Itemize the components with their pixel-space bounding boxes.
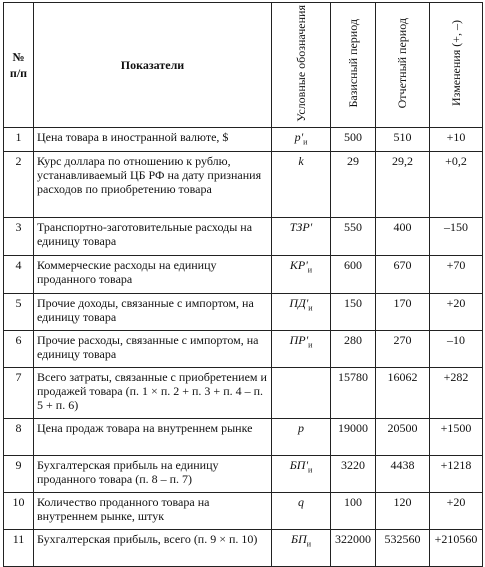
row-report: 400 [376,218,430,256]
row-report: 29,2 [376,152,430,218]
row-report: 670 [376,256,430,294]
row-label: Цена продаж товара на внутреннем рынке [34,419,272,456]
row-base: 600 [331,256,376,294]
row-change: –10 [430,331,483,368]
header-report-text: Отчетный период [395,18,409,109]
row-symbol [272,152,331,218]
table-row [4,152,483,218]
row-change: +20 [430,294,483,331]
symbol-text: ПР' [289,333,309,348]
row-change: +1500 [430,419,483,456]
table-row [4,456,483,493]
symbol-text: k [298,154,304,169]
row-change: +1218 [430,456,483,493]
row-number: 8 [4,419,34,456]
row-change: +282 [430,368,483,419]
row-symbol [272,493,331,530]
row-report: 532560 [376,530,430,567]
row-label: Цена товара в иностранной валюте, $ [34,127,272,151]
header-row [4,3,483,128]
row-base: 19000 [331,419,376,456]
row-number: 3 [4,218,34,256]
table-row [4,294,483,331]
symbol-text: p [298,421,304,436]
row-change: +10 [430,127,483,151]
row-symbol [272,530,331,567]
header-number [4,3,34,128]
header-indicators: Показатели [34,3,272,128]
row-number: 5 [4,294,34,331]
row-label: Курс доллара по отношению к рублю, устанавливаемый ЦБ РФ на дату признания расходов по приобретению товара [34,152,272,218]
row-report: 510 [376,127,430,151]
row-base: 280 [331,331,376,368]
table-row [4,493,483,530]
symbol-text: q [298,495,304,510]
header-base-text: Базисный период [345,19,360,108]
symbol-sub: и [308,465,313,475]
symbol-text: ПД' [289,296,309,311]
row-report: 170 [376,294,430,331]
row-number: 11 [4,530,34,567]
row-symbol [272,294,331,331]
row-number: 1 [4,127,34,151]
row-change: +70 [430,256,483,294]
row-label: Прочие расходы, связанные с импортом, на единицу товара [34,331,272,368]
row-base: 15780 [331,368,376,419]
symbol-sub: и [303,137,308,147]
header-number-line1: № [12,49,25,64]
header-report-period [376,3,430,128]
symbol-text: p' [294,129,304,144]
row-label: Коммерческие расходы на единицу проданного товара [34,256,272,294]
symbol-text: КР' [289,258,308,273]
row-symbol [272,456,331,493]
row-base: 150 [331,294,376,331]
row-number: 10 [4,493,34,530]
row-base: 500 [331,127,376,151]
row-label: Бухгалтерская прибыль, всего (п. 9 × п. 10) [34,530,272,567]
row-report: 120 [376,493,430,530]
table-row [4,256,483,294]
row-change: +210560 [430,530,483,567]
row-symbol [272,256,331,294]
table-row [4,419,483,456]
header-change-text: Изменения (+, –) [448,20,463,107]
row-report: 20500 [376,419,430,456]
symbol-text: ТЗР' [289,220,313,235]
header-number-line2: п/п [9,65,28,80]
row-label: Транспортно-заготовительные расходы на единицу товара [34,218,272,256]
row-symbol [272,419,331,456]
row-base: 29 [331,152,376,218]
table-row [4,331,483,368]
row-symbol [272,127,331,151]
row-symbol [272,331,331,368]
row-number: 2 [4,152,34,218]
row-label: Прочие доходы, связанные с импортом, на единицу товара [34,294,272,331]
row-number: 4 [4,256,34,294]
header-change [430,3,483,128]
symbol-sub: и [308,340,313,350]
row-report: 270 [376,331,430,368]
header-symbols [272,3,331,128]
table-row [4,218,483,256]
row-report: 16062 [376,368,430,419]
symbol-text: БП [290,532,307,547]
row-label: Бухгалтерская прибыль на единицу проданного товара (п. 8 – п. 7) [34,456,272,493]
row-base: 100 [331,493,376,530]
row-base: 322000 [331,530,376,567]
symbol-sub: и [307,265,313,275]
table-row [4,368,483,419]
header-symbols-text: Условные обозначения [293,5,308,122]
row-symbol [272,218,331,256]
row-change: +0,2 [430,152,483,218]
row-symbol [272,368,331,419]
symbol-sub: и [308,303,313,313]
header-base-period [331,3,376,128]
row-number: 9 [4,456,34,493]
row-report: 4438 [376,456,430,493]
row-number: 6 [4,331,34,368]
table-row [4,530,483,567]
row-change: –150 [430,218,483,256]
symbol-text: БП' [289,458,309,473]
row-base: 550 [331,218,376,256]
row-base: 3220 [331,456,376,493]
indicators-table [3,2,483,567]
row-number: 7 [4,368,34,419]
table-row [4,127,483,151]
row-label: Количество проданного товара на внутреннем рынке, штук [34,493,272,530]
symbol-sub: и [306,539,312,549]
row-change: +20 [430,493,483,530]
row-label: Всего затраты, связанные с приобретением и продажей товара (п. 1 × п. 2 + п. 3 + п. 4 – п. 5 + п. 6) [34,368,272,419]
